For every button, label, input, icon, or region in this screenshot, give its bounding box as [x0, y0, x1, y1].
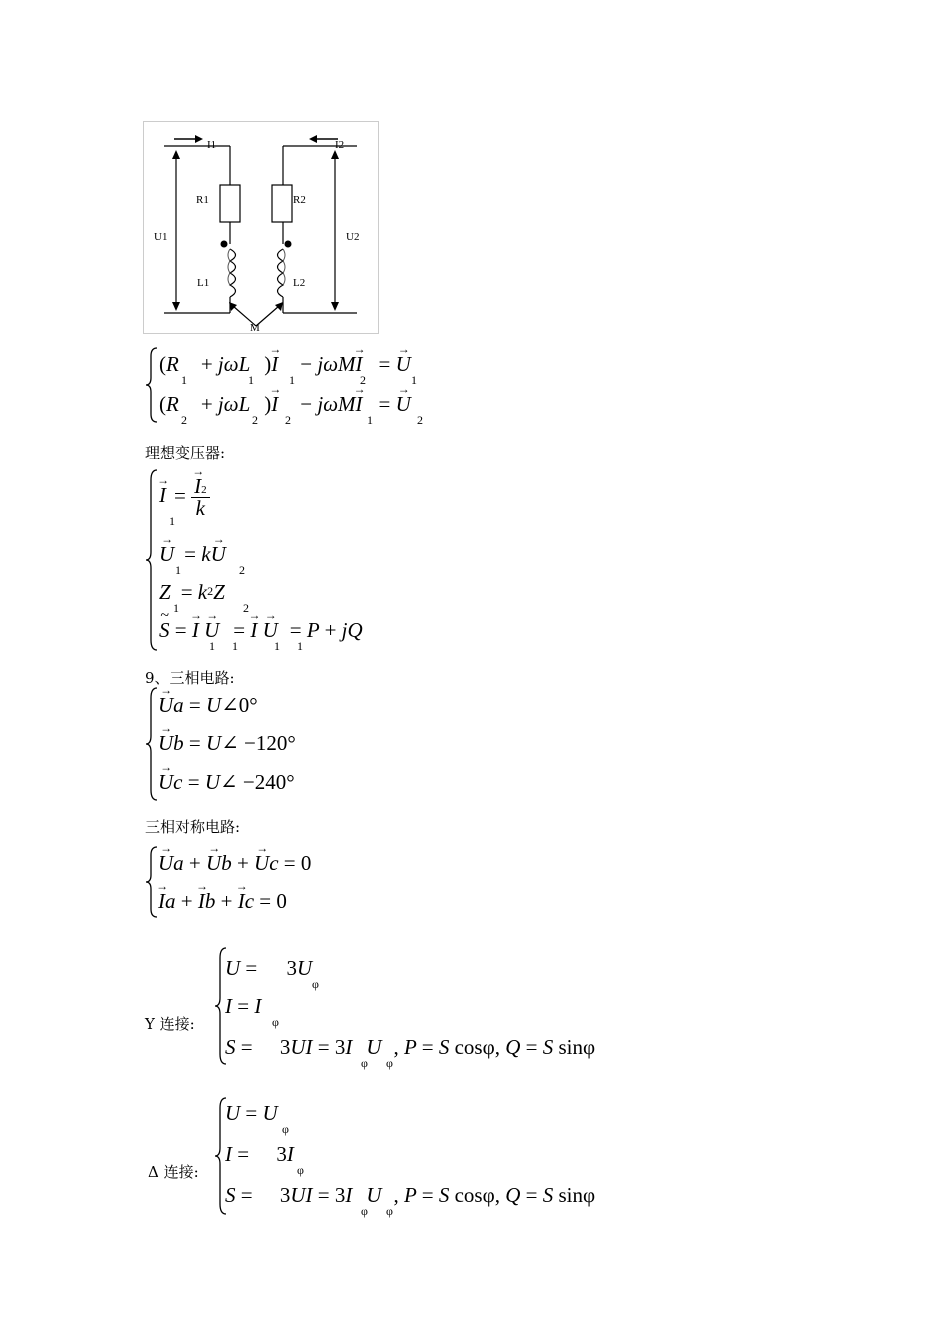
label-m: M — [250, 322, 260, 334]
symmetric-equation-group — [145, 845, 385, 925]
label-i2: I2 — [335, 139, 345, 151]
dot-marker-1 — [221, 241, 228, 248]
label-r2: R2 — [293, 194, 306, 206]
ideal-eq-power: ~ S = → I → U = → I → U = P + jQ 1 1 1 1 — [159, 620, 363, 641]
delta-eq-power: S = 3UI = 3I U , P = S cosφ, Q = S sinφ φ φ — [225, 1183, 596, 1218]
brace-icon — [145, 346, 159, 424]
arrow-left-icon — [309, 135, 317, 143]
ideal-eq-impedance: Z = k2Z 1 2 — [159, 580, 249, 615]
ideal-transformer-equation-group — [145, 468, 465, 658]
three-phase-equation-group — [145, 686, 385, 806]
dot-marker-2 — [285, 241, 292, 248]
three-phase-eq-a: → Ua = U∠0° — [158, 695, 258, 716]
label-r1: R1 — [196, 194, 209, 206]
heading-ideal-transformer: 理想变压器: — [145, 444, 226, 462]
brace-icon — [145, 686, 159, 802]
delta-eq-current: I = 3I φ — [225, 1142, 304, 1177]
coupled-eq-2: (R + jωL )→ I − jωM→ I = → U 2 2 2 1 2 — [159, 394, 411, 415]
ideal-eq-voltage: → U = k→ U 1 2 — [159, 544, 226, 565]
label-u1: U1 — [154, 231, 168, 243]
heading-three-phase: 9、三相电路: — [145, 669, 235, 687]
brace-icon — [145, 468, 159, 652]
inductor-l1 — [230, 249, 236, 297]
resistor-r1 — [220, 185, 240, 222]
heading-y-connection: Y 连接: — [145, 1015, 195, 1033]
label-u2: U2 — [346, 231, 360, 243]
heading-delta-connection: Δ 连接: — [148, 1163, 199, 1181]
delta-connection-equation-group — [214, 1096, 644, 1221]
transformer-circuit-diagram — [143, 121, 379, 334]
three-phase-eq-b: → Ub = U∠ −120° — [158, 733, 296, 754]
resistor-r2 — [272, 185, 292, 222]
y-eq-current: I = I φ — [225, 994, 279, 1029]
ideal-eq-current: → I = → $\frac{I2}{k}$ 1 — [159, 476, 210, 519]
symmetric-eq-current: → Ia + → Ib + → Ic = 0 — [158, 891, 287, 912]
label-l1: L1 — [197, 277, 210, 289]
delta-eq-voltage: U = U φ — [225, 1101, 289, 1136]
coupled-equation-group — [145, 346, 445, 432]
three-phase-eq-c: → Uc = U∠ −240° — [158, 772, 295, 793]
label-l2: L2 — [293, 277, 306, 289]
label-i1: I1 — [207, 139, 217, 151]
circuit-figure — [143, 121, 379, 334]
symmetric-eq-voltage: → Ua + → Ub + → Uc = 0 — [158, 853, 311, 874]
y-eq-power: S = 3UI = 3I U , P = S cosφ, Q = S sinφ φ φ — [225, 1035, 596, 1070]
coupled-eq-1: (R + jωL )→ I − jωM→ I = → U 1 1 1 2 1 — [159, 354, 411, 375]
arrow-right-icon — [195, 135, 203, 143]
heading-symmetric: 三相对称电路: — [145, 818, 241, 836]
y-eq-voltage: U = 3U φ — [225, 956, 319, 991]
inductor-l2 — [278, 249, 284, 297]
y-connection-equation-group — [214, 946, 644, 1071]
